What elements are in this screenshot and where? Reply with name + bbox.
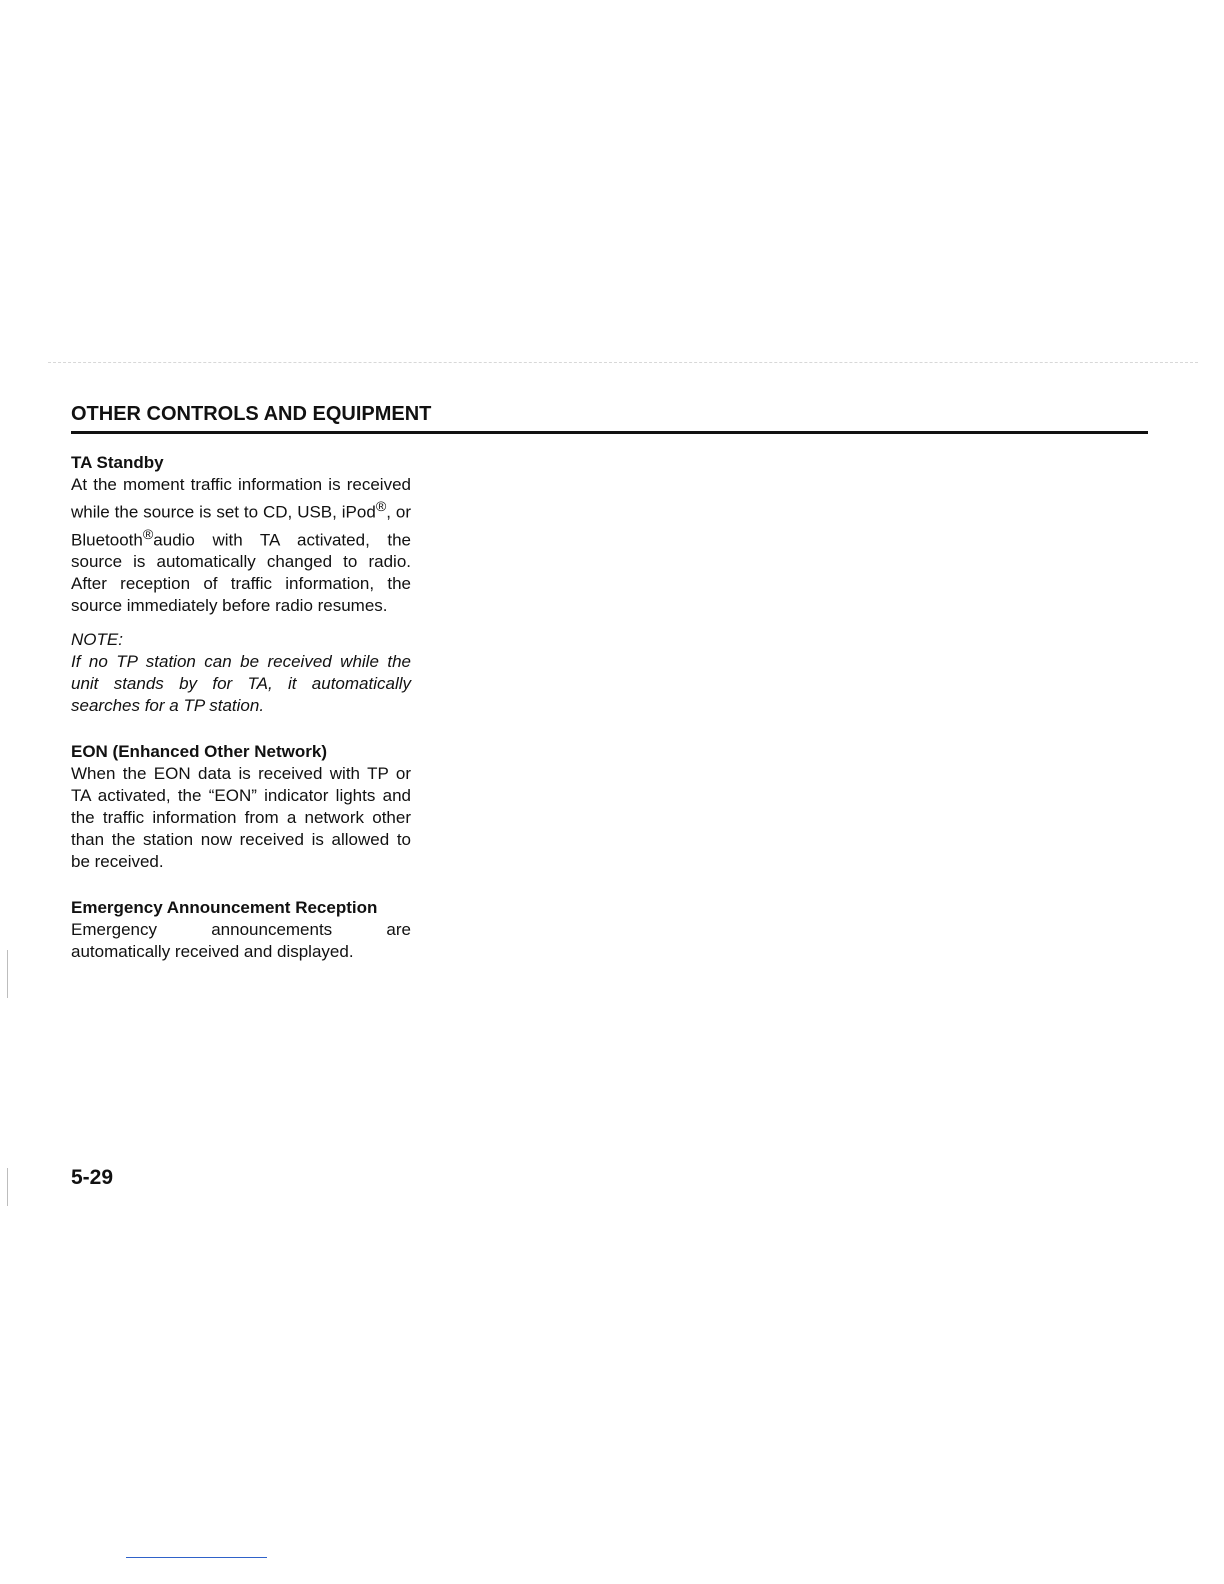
eon-heading: EON (Enhanced Other Network): [71, 742, 327, 762]
scan-artifact-line: [48, 362, 1198, 363]
margin-scan-mark: [7, 1168, 8, 1206]
note-label: NOTE:: [71, 630, 123, 650]
emergency-heading: Emergency Announcement Reception: [71, 898, 378, 918]
ta-standby-text-2: , or Bluetooth: [71, 502, 412, 550]
margin-scan-mark: [7, 950, 8, 998]
emergency-paragraph: Emergency announcements are automatically received and displayed.: [71, 920, 411, 962]
emergency-section: [71, 897, 411, 963]
content-column: [71, 452, 411, 963]
eon-section: [71, 741, 411, 873]
ta-standby-heading: TA Standby: [71, 453, 164, 472]
registered-mark-bluetooth: ®: [142, 526, 154, 543]
ta-standby-text-1: At the moment traffic information is received while the source is set to CD, USB, iPod: [71, 475, 411, 522]
page-number: 5-29: [71, 1166, 114, 1189]
registered-mark-ipod: ®: [375, 499, 387, 515]
ta-standby-section: [71, 452, 411, 717]
bottom-rule: [126, 1557, 267, 1558]
eon-paragraph: When the EON data is received with TP or TA activated, the “EON” indicator lights and the traffic information from a network other than the station now received is allowed to be received.: [71, 764, 411, 872]
section-header: [71, 402, 1148, 434]
ta-standby-paragraph: [71, 474, 411, 617]
note-text: If no TP station can be received while the unit stands by for TA, it automatically searches for a TP station.: [71, 652, 411, 716]
ta-standby-text-3: audio with TA activated, the source is automatically changed to radio. After reception of traffic information, the source immediately before radio resumes.: [71, 530, 411, 616]
page-title: OTHER CONTROLS AND EQUIPMENT: [71, 403, 432, 425]
